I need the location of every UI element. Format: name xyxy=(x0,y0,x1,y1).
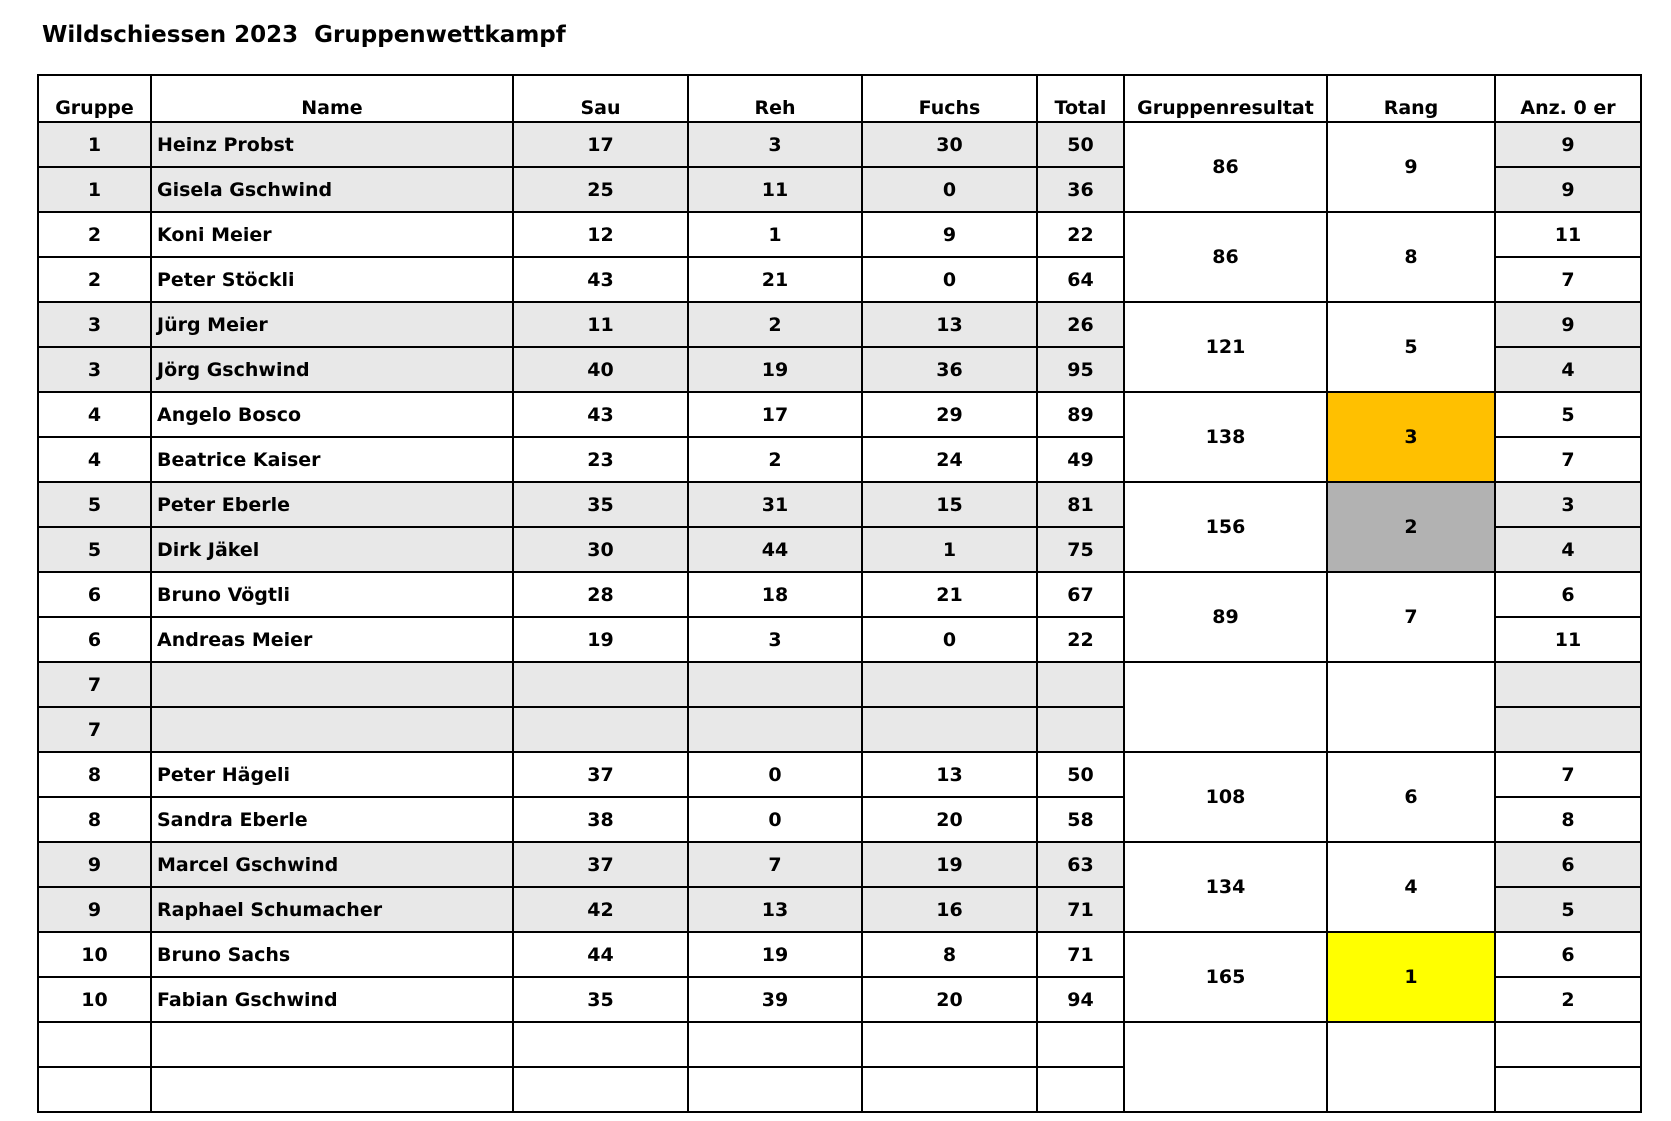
cell-gruppe: 7 xyxy=(38,707,151,752)
cell-anz-0-er: 11 xyxy=(1495,212,1641,257)
table-row xyxy=(38,842,1641,887)
cell-anz-0-er: 4 xyxy=(1495,527,1641,572)
cell-total xyxy=(1037,1022,1124,1067)
cell-anz-0-er: 7 xyxy=(1495,257,1641,302)
cell-reh: 1 xyxy=(688,212,862,257)
cell-name: Andreas Meier xyxy=(151,617,513,662)
cell-rang: 6 xyxy=(1327,752,1495,842)
cell-fuchs: 13 xyxy=(862,752,1037,797)
cell-sau: 11 xyxy=(513,302,688,347)
cell-fuchs: 20 xyxy=(862,797,1037,842)
cell-reh: 44 xyxy=(688,527,862,572)
cell-gruppe: 1 xyxy=(38,122,151,167)
cell-fuchs: 15 xyxy=(862,482,1037,527)
cell-anz-0-er: 5 xyxy=(1495,392,1641,437)
cell-sau: 28 xyxy=(513,572,688,617)
cell-fuchs xyxy=(862,1067,1037,1112)
cell-reh: 2 xyxy=(688,437,862,482)
results-table xyxy=(37,74,1642,1113)
cell-anz-0-er: 6 xyxy=(1495,932,1641,977)
table-row xyxy=(38,122,1641,167)
cell-anz-0-er: 9 xyxy=(1495,167,1641,212)
cell-anz-0-er: 3 xyxy=(1495,482,1641,527)
cell-rang: 4 xyxy=(1327,842,1495,932)
cell-gruppe xyxy=(38,1022,151,1067)
cell-fuchs: 1 xyxy=(862,527,1037,572)
cell-fuchs: 0 xyxy=(862,257,1037,302)
cell-gruppe: 8 xyxy=(38,752,151,797)
header-row xyxy=(38,75,1641,122)
cell-gruppe: 5 xyxy=(38,527,151,572)
cell-anz-0-er: 11 xyxy=(1495,617,1641,662)
cell-anz-0-er: 5 xyxy=(1495,887,1641,932)
cell-sau: 12 xyxy=(513,212,688,257)
cell-fuchs: 0 xyxy=(862,617,1037,662)
cell-name: Marcel Gschwind xyxy=(151,842,513,887)
table-row xyxy=(38,932,1641,977)
cell-name xyxy=(151,707,513,752)
cell-total: 94 xyxy=(1037,977,1124,1022)
cell-name: Peter Stöckli xyxy=(151,257,513,302)
cell-rang: 9 xyxy=(1327,122,1495,212)
cell-anz-0-er xyxy=(1495,662,1641,707)
table-row xyxy=(38,572,1641,617)
cell-gruppenresultat: 156 xyxy=(1124,482,1327,572)
cell-anz-0-er: 7 xyxy=(1495,752,1641,797)
cell-name: Heinz Probst xyxy=(151,122,513,167)
cell-reh: 31 xyxy=(688,482,862,527)
cell-rang: 2 xyxy=(1327,482,1495,572)
cell-sau: 38 xyxy=(513,797,688,842)
cell-gruppe: 5 xyxy=(38,482,151,527)
cell-fuchs xyxy=(862,662,1037,707)
cell-total: 67 xyxy=(1037,572,1124,617)
cell-total: 71 xyxy=(1037,932,1124,977)
cell-name: Beatrice Kaiser xyxy=(151,437,513,482)
cell-gruppe: 3 xyxy=(38,302,151,347)
table-row xyxy=(38,752,1641,797)
cell-name xyxy=(151,1067,513,1112)
cell-rang: 1 xyxy=(1327,932,1495,1022)
cell-anz-0-er: 4 xyxy=(1495,347,1641,392)
cell-anz-0-er xyxy=(1495,707,1641,752)
cell-reh: 39 xyxy=(688,977,862,1022)
header-fuchs: Fuchs xyxy=(862,75,1037,122)
cell-sau xyxy=(513,662,688,707)
cell-gruppenresultat xyxy=(1124,1022,1327,1112)
cell-total xyxy=(1037,1067,1124,1112)
cell-sau: 35 xyxy=(513,977,688,1022)
cell-name: Raphael Schumacher xyxy=(151,887,513,932)
table-row xyxy=(38,212,1641,257)
cell-sau: 30 xyxy=(513,527,688,572)
cell-fuchs: 21 xyxy=(862,572,1037,617)
cell-total: 63 xyxy=(1037,842,1124,887)
cell-reh: 19 xyxy=(688,347,862,392)
cell-name: Jürg Meier xyxy=(151,302,513,347)
cell-reh: 13 xyxy=(688,887,862,932)
cell-total: 71 xyxy=(1037,887,1124,932)
header-reh: Reh xyxy=(688,75,862,122)
cell-reh: 0 xyxy=(688,797,862,842)
cell-reh xyxy=(688,1067,862,1112)
cell-gruppe: 10 xyxy=(38,932,151,977)
cell-name: Koni Meier xyxy=(151,212,513,257)
header-gruppenresultat: Gruppenresultat xyxy=(1124,75,1327,122)
cell-fuchs: 20 xyxy=(862,977,1037,1022)
cell-rang: 5 xyxy=(1327,302,1495,392)
cell-reh: 3 xyxy=(688,617,862,662)
cell-total xyxy=(1037,707,1124,752)
cell-reh: 7 xyxy=(688,842,862,887)
cell-gruppe: 6 xyxy=(38,572,151,617)
cell-name: Gisela Gschwind xyxy=(151,167,513,212)
cell-total: 26 xyxy=(1037,302,1124,347)
table-row xyxy=(38,1022,1641,1067)
cell-gruppe: 8 xyxy=(38,797,151,842)
cell-gruppe: 9 xyxy=(38,887,151,932)
cell-gruppe: 9 xyxy=(38,842,151,887)
cell-fuchs: 16 xyxy=(862,887,1037,932)
cell-gruppenresultat: 86 xyxy=(1124,122,1327,212)
cell-sau: 37 xyxy=(513,842,688,887)
cell-sau xyxy=(513,707,688,752)
cell-gruppe: 3 xyxy=(38,347,151,392)
cell-sau: 19 xyxy=(513,617,688,662)
cell-reh: 18 xyxy=(688,572,862,617)
cell-sau xyxy=(513,1067,688,1112)
table-row xyxy=(38,302,1641,347)
cell-reh xyxy=(688,662,862,707)
cell-name: Sandra Eberle xyxy=(151,797,513,842)
header-anz-0-er: Anz. 0 er xyxy=(1495,75,1641,122)
cell-fuchs: 0 xyxy=(862,167,1037,212)
header-total: Total xyxy=(1037,75,1124,122)
cell-total: 81 xyxy=(1037,482,1124,527)
cell-gruppe: 2 xyxy=(38,257,151,302)
cell-fuchs: 29 xyxy=(862,392,1037,437)
cell-total: 95 xyxy=(1037,347,1124,392)
cell-name: Dirk Jäkel xyxy=(151,527,513,572)
cell-anz-0-er: 6 xyxy=(1495,842,1641,887)
cell-name: Angelo Bosco xyxy=(151,392,513,437)
cell-sau: 25 xyxy=(513,167,688,212)
cell-gruppenresultat: 89 xyxy=(1124,572,1327,662)
cell-gruppenresultat xyxy=(1124,662,1327,752)
cell-anz-0-er: 6 xyxy=(1495,572,1641,617)
cell-total xyxy=(1037,662,1124,707)
cell-name xyxy=(151,662,513,707)
cell-total: 36 xyxy=(1037,167,1124,212)
cell-total: 64 xyxy=(1037,257,1124,302)
cell-rang: 7 xyxy=(1327,572,1495,662)
cell-sau: 44 xyxy=(513,932,688,977)
cell-total: 49 xyxy=(1037,437,1124,482)
cell-gruppenresultat: 121 xyxy=(1124,302,1327,392)
cell-reh: 19 xyxy=(688,932,862,977)
cell-rang xyxy=(1327,1022,1495,1112)
cell-reh: 3 xyxy=(688,122,862,167)
cell-anz-0-er: 9 xyxy=(1495,122,1641,167)
cell-reh: 17 xyxy=(688,392,862,437)
cell-sau: 43 xyxy=(513,257,688,302)
cell-rang: 8 xyxy=(1327,212,1495,302)
cell-gruppe: 1 xyxy=(38,167,151,212)
cell-rang xyxy=(1327,662,1495,752)
table-row xyxy=(38,482,1641,527)
cell-sau: 37 xyxy=(513,752,688,797)
cell-total: 58 xyxy=(1037,797,1124,842)
cell-anz-0-er: 2 xyxy=(1495,977,1641,1022)
cell-fuchs: 19 xyxy=(862,842,1037,887)
cell-total: 50 xyxy=(1037,752,1124,797)
page-title: Wildschiessen 2023 Gruppenwettkampf xyxy=(42,22,566,48)
cell-fuchs xyxy=(862,707,1037,752)
cell-name: Peter Hägeli xyxy=(151,752,513,797)
cell-total: 89 xyxy=(1037,392,1124,437)
cell-gruppenresultat: 138 xyxy=(1124,392,1327,482)
cell-name: Peter Eberle xyxy=(151,482,513,527)
cell-name: Bruno Vögtli xyxy=(151,572,513,617)
cell-gruppe: 10 xyxy=(38,977,151,1022)
table-row xyxy=(38,662,1641,707)
cell-gruppe xyxy=(38,1067,151,1112)
cell-fuchs: 8 xyxy=(862,932,1037,977)
cell-reh xyxy=(688,1022,862,1067)
cell-name: Fabian Gschwind xyxy=(151,977,513,1022)
cell-total: 22 xyxy=(1037,617,1124,662)
cell-gruppenresultat: 165 xyxy=(1124,932,1327,1022)
table-row xyxy=(38,392,1641,437)
cell-rang: 3 xyxy=(1327,392,1495,482)
cell-fuchs: 9 xyxy=(862,212,1037,257)
header-sau: Sau xyxy=(513,75,688,122)
cell-sau: 40 xyxy=(513,347,688,392)
cell-sau: 17 xyxy=(513,122,688,167)
cell-fuchs xyxy=(862,1022,1037,1067)
cell-sau: 42 xyxy=(513,887,688,932)
cell-name: Jörg Gschwind xyxy=(151,347,513,392)
cell-anz-0-er xyxy=(1495,1067,1641,1112)
cell-sau: 43 xyxy=(513,392,688,437)
cell-reh: 11 xyxy=(688,167,862,212)
cell-gruppenresultat: 86 xyxy=(1124,212,1327,302)
cell-sau: 23 xyxy=(513,437,688,482)
cell-reh: 2 xyxy=(688,302,862,347)
cell-reh: 21 xyxy=(688,257,862,302)
header-rang: Rang xyxy=(1327,75,1495,122)
cell-total: 22 xyxy=(1037,212,1124,257)
cell-name xyxy=(151,1022,513,1067)
cell-gruppenresultat: 108 xyxy=(1124,752,1327,842)
cell-fuchs: 30 xyxy=(862,122,1037,167)
cell-gruppe: 7 xyxy=(38,662,151,707)
cell-fuchs: 24 xyxy=(862,437,1037,482)
cell-anz-0-er: 9 xyxy=(1495,302,1641,347)
cell-gruppe: 2 xyxy=(38,212,151,257)
cell-total: 75 xyxy=(1037,527,1124,572)
cell-sau xyxy=(513,1022,688,1067)
cell-fuchs: 13 xyxy=(862,302,1037,347)
cell-anz-0-er: 8 xyxy=(1495,797,1641,842)
cell-reh: 0 xyxy=(688,752,862,797)
header-name: Name xyxy=(151,75,513,122)
cell-gruppe: 4 xyxy=(38,437,151,482)
cell-anz-0-er xyxy=(1495,1022,1641,1067)
cell-sau: 35 xyxy=(513,482,688,527)
cell-gruppenresultat: 134 xyxy=(1124,842,1327,932)
cell-reh xyxy=(688,707,862,752)
cell-anz-0-er: 7 xyxy=(1495,437,1641,482)
cell-fuchs: 36 xyxy=(862,347,1037,392)
cell-total: 50 xyxy=(1037,122,1124,167)
header-gruppe: Gruppe xyxy=(38,75,151,122)
cell-gruppe: 4 xyxy=(38,392,151,437)
cell-gruppe: 6 xyxy=(38,617,151,662)
cell-name: Bruno Sachs xyxy=(151,932,513,977)
